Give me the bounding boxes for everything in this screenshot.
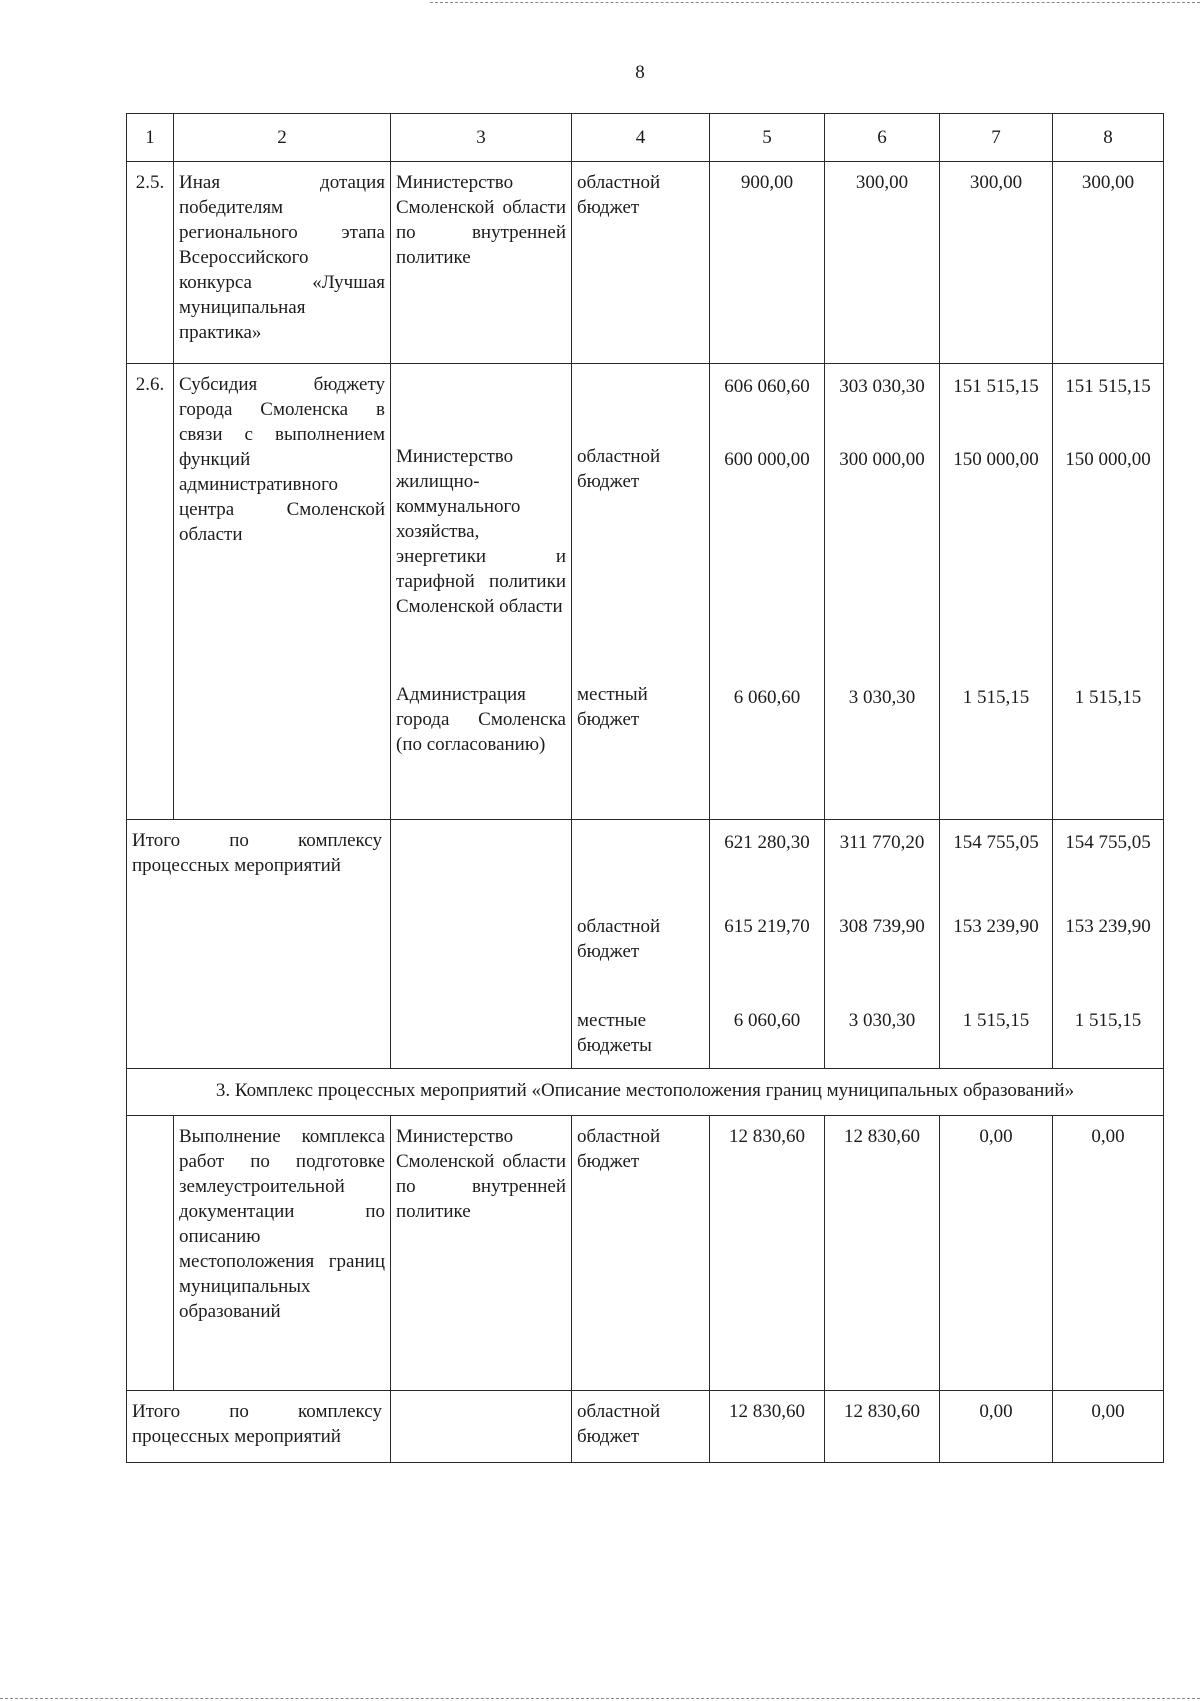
desc-cell [174,1116,391,1391]
value-col-7 [940,162,1053,364]
source-cell [572,820,710,1069]
value-col-5 [710,1391,825,1463]
responsible-org: Министерство Смоленской области по внутренней политике [396,172,566,268]
value-total: 154 755,05 [953,832,1039,853]
value: 0,00 [1091,1401,1125,1422]
value-regional: 153 239,90 [953,916,1039,937]
responsible-org: Министерство Смоленской области по внутренней политике [396,1126,566,1222]
value-regional: 600 000,00 [724,449,810,470]
value-col-8 [1053,364,1164,820]
value-regional: 150 000,00 [1065,449,1151,470]
funding-source: областной бюджет [577,1126,661,1172]
funding-source: областной бюджет [577,1401,661,1447]
value-local: 1 515,15 [962,687,1030,708]
value-col-5 [710,364,825,820]
total-label: Итого по комплексу процессных мероприятий [132,830,382,876]
value-local: 6 060,60 [733,687,801,708]
value-col-6 [825,1391,940,1463]
value-regional: 153 239,90 [1065,916,1151,937]
table-row-3-1 [127,1116,1164,1391]
value: 300,00 [1081,172,1135,193]
value-col-6 [825,1116,940,1391]
header-cell: 2 [174,114,391,162]
page-number: 8 [635,62,645,83]
source-cell [572,162,710,364]
value-total: 154 755,05 [1065,832,1151,853]
value: 0,00 [979,1126,1013,1147]
measure-description: Субсидия бюджету города Смоленска в связи с выполнением функций административного центра Смоленской области [179,374,385,545]
desc-cell [174,162,391,364]
value-col-8 [1053,162,1164,364]
value-total: 621 280,30 [724,832,810,853]
header-cell: 1 [127,114,174,162]
org-cell-empty [391,1391,572,1463]
org-cell [391,162,572,364]
org-cell [391,1116,572,1391]
table-row-2-5 [127,162,1164,364]
value-regional: 300 000,00 [839,449,925,470]
value-col-6 [825,820,940,1069]
measure-description: Выполнение комплекса работ по подготовке землеустроительной документации по описанию местоположения границ муниципальных образований [179,1126,385,1322]
value-col-5 [710,820,825,1069]
value-total: 151 515,15 [953,376,1039,397]
table-row-2-6 [127,364,1164,820]
value: 12 830,60 [844,1401,920,1422]
header-cell: 6 [825,114,940,162]
value-col-7 [940,820,1053,1069]
value-col-7 [940,1116,1053,1391]
value-local: 3 030,30 [848,687,916,708]
header-row [127,114,1164,162]
row-number: 2.6. [127,364,174,820]
value-total: 311 770,20 [839,832,925,853]
responsible-org-regional: Министерство жилищно-коммунального хозяйства, энергетики и тарифной политики Смоленской области [396,446,566,617]
measure-description: Иная дотация победителям регионального этапа Всероссийского конкурса «Лучшая муниципальная практика» [179,172,385,343]
value-total: 303 030,30 [839,376,925,397]
responsible-org-local: Администрация города Смоленска (по согласованию) [396,684,566,755]
header-cell: 8 [1053,114,1164,162]
row-number-empty [127,1116,174,1391]
value: 300,00 [969,172,1023,193]
value-regional: 615 219,70 [724,916,810,937]
value-total: 151 515,15 [1065,376,1151,397]
header-cell: 7 [940,114,1053,162]
value: 12 830,60 [844,1126,920,1147]
table-row-total-2 [127,820,1164,1069]
value-regional: 150 000,00 [953,449,1039,470]
value: 0,00 [1091,1126,1125,1147]
header-cell: 4 [572,114,710,162]
value: 12 830,60 [729,1401,805,1422]
value-local: 6 060,60 [733,1010,801,1031]
header-cell: 5 [710,114,825,162]
value-col-5 [710,1116,825,1391]
value-local: 1 515,15 [962,1010,1030,1031]
funding-source-regional: областной бюджет [577,446,661,492]
value-local: 3 030,30 [848,1010,916,1031]
budget-table [126,113,1164,1463]
value: 900,00 [740,172,794,193]
value-col-5 [710,162,825,364]
value-col-7 [940,364,1053,820]
value-total: 606 060,60 [724,376,810,397]
funding-source-local: местный бюджет [577,684,648,730]
value-local: 1 515,15 [1074,687,1142,708]
funding-source-regional: областной бюджет [577,916,661,962]
value-regional: 308 739,90 [839,916,925,937]
value: 0,00 [979,1401,1013,1422]
header-cell: 3 [391,114,572,162]
value-col-7 [940,1391,1053,1463]
table-row-total-3 [127,1391,1164,1463]
source-cell [572,1116,710,1391]
org-spacer [396,364,566,444]
funding-source: областной бюджет [577,172,661,218]
org-cell [391,364,572,820]
value: 12 830,60 [729,1126,805,1147]
value-col-8 [1053,820,1164,1069]
value: 300,00 [855,172,909,193]
value-col-8 [1053,1391,1164,1463]
value-col-6 [825,162,940,364]
desc-cell [174,364,391,820]
value-col-8 [1053,1116,1164,1391]
source-cell [572,1391,710,1463]
scan-artifact-top [430,2,1200,3]
org-cell-empty [391,820,572,1069]
total-label: Итого по комплексу процессных мероприятий [132,1401,382,1447]
value-local: 1 515,15 [1074,1010,1142,1031]
row-number: 2.5. [127,162,174,364]
value-col-6 [825,364,940,820]
funding-source-local: местные бюджеты [577,1010,652,1056]
source-cell [572,364,710,820]
total-label-cell [127,1391,391,1463]
scan-artifact-bottom [0,1698,1200,1699]
total-label-cell [127,820,391,1069]
source-spacer [577,820,704,914]
section-header-row [127,1069,1164,1116]
section-title: 3. Комплекс процессных мероприятий «Описание местоположения границ муниципальных образований» [127,1069,1164,1116]
source-spacer [577,364,704,444]
